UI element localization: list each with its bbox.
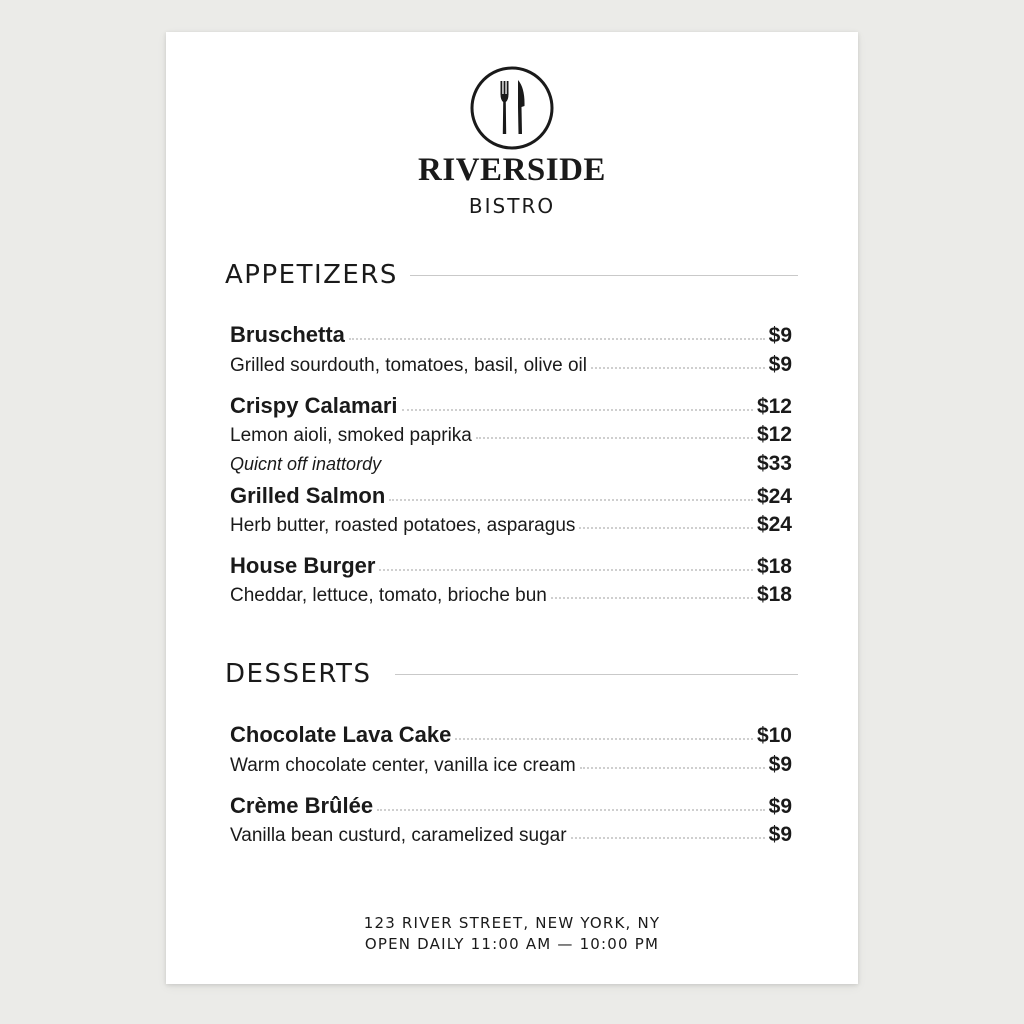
item-price: $33 bbox=[756, 452, 792, 475]
item-description: Quicnt off inattordy bbox=[230, 454, 382, 474]
menu-item-row bbox=[230, 452, 792, 476]
item-price: $9 bbox=[768, 324, 792, 347]
section-divider bbox=[395, 674, 798, 675]
item-description: Cheddar, lettuce, tomato, brioche bun bbox=[230, 585, 547, 606]
section-title: APPETIZERS bbox=[225, 260, 398, 290]
item-price: $10 bbox=[756, 724, 792, 747]
item-price: $18 bbox=[756, 555, 792, 578]
item-price: $12 bbox=[756, 423, 792, 446]
dot-leader bbox=[591, 366, 765, 369]
dot-leader bbox=[379, 568, 752, 571]
appetizers-header bbox=[225, 260, 798, 290]
item-description: Lemon aioli, smoked paprika bbox=[230, 425, 472, 446]
item-name: Crispy Calamari bbox=[230, 393, 398, 418]
menu-item-row bbox=[230, 423, 792, 447]
item-name: House Burger bbox=[230, 553, 376, 578]
menu-item-row bbox=[230, 583, 792, 607]
section-divider bbox=[410, 275, 798, 276]
restaurant-subtitle: BISTRO bbox=[468, 194, 556, 218]
menu-item-row bbox=[230, 823, 792, 847]
dot-leader bbox=[455, 737, 753, 740]
restaurant-name: RIVERSIDE bbox=[418, 152, 606, 188]
menu-item-row bbox=[230, 553, 792, 579]
dot-leader bbox=[349, 337, 765, 340]
dot-leader bbox=[580, 766, 765, 769]
menu-item-row bbox=[230, 322, 792, 348]
item-description: Herb butter, roasted potatoes, asparagus bbox=[230, 515, 576, 536]
item-name: Bruschetta bbox=[230, 322, 345, 347]
item-price: $12 bbox=[756, 395, 792, 418]
footer-hours: OPEN DAILY 11:00 AM — 10:00 PM bbox=[364, 935, 660, 953]
item-description: Warm chocolate center, vanilla ice cream bbox=[230, 755, 576, 776]
dot-leader bbox=[571, 836, 765, 839]
item-description: Grilled sourdouth, tomatoes, basil, olive oil bbox=[230, 355, 587, 376]
menu-item-row bbox=[230, 753, 792, 777]
item-name: Chocolate Lava Cake bbox=[230, 722, 452, 747]
menu-item-row bbox=[230, 513, 792, 537]
footer-address: 123 RIVER STREET, NEW YORK, NY bbox=[363, 914, 661, 932]
item-name: Crème Brûlée bbox=[230, 793, 374, 818]
menu-card bbox=[166, 32, 858, 984]
dot-leader bbox=[402, 408, 753, 411]
fork-knife-icon bbox=[470, 66, 554, 150]
menu-item-row bbox=[230, 393, 792, 419]
dot-leader bbox=[579, 526, 753, 529]
desserts-header bbox=[225, 659, 798, 689]
item-price: $9 bbox=[768, 823, 792, 846]
dot-leader bbox=[476, 436, 753, 439]
item-price: $9 bbox=[768, 753, 792, 776]
menu-item-row bbox=[230, 353, 792, 377]
item-price: $9 bbox=[768, 795, 792, 818]
dot-leader bbox=[389, 498, 753, 501]
menu-item-row bbox=[230, 722, 792, 748]
item-name: Grilled Salmon bbox=[230, 483, 386, 508]
menu-item-row bbox=[230, 793, 792, 819]
item-price: $9 bbox=[768, 353, 792, 376]
item-price: $24 bbox=[756, 513, 792, 536]
item-price: $24 bbox=[756, 485, 792, 508]
dot-leader bbox=[551, 596, 753, 599]
item-description: Vanilla bean custurd, caramelized sugar bbox=[230, 825, 567, 846]
section-title: DESSERTS bbox=[225, 659, 372, 689]
menu-item-row bbox=[230, 483, 792, 509]
dot-leader bbox=[377, 808, 765, 811]
item-price: $18 bbox=[756, 583, 792, 606]
